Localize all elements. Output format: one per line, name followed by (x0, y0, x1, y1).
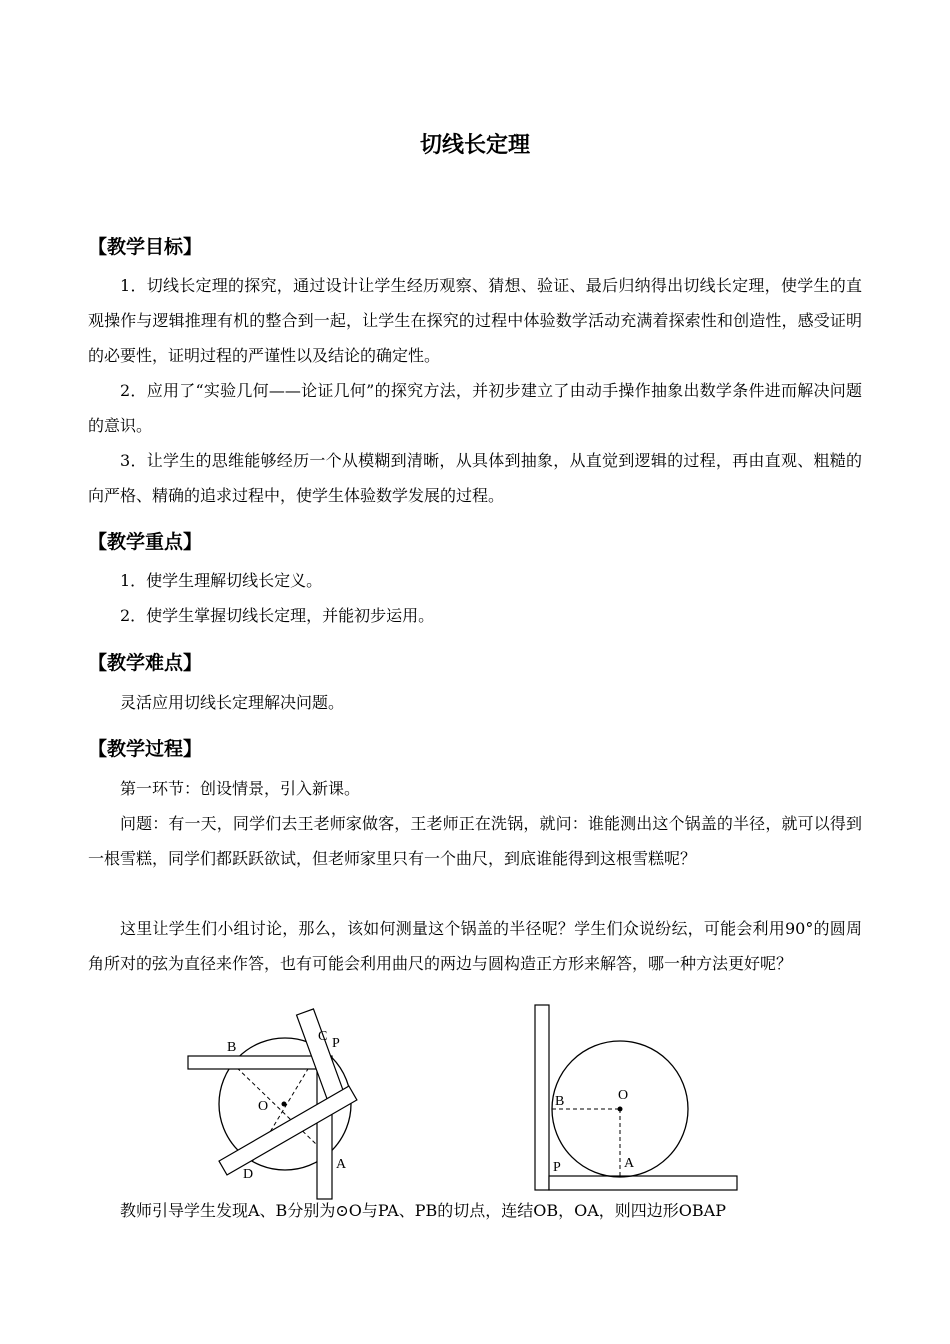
objective-item-1: 1．切线长定理的探究，通过设计让学生经历观察、猜想、验证、最后归纳得出切线长定理，使学生的直观操作与逻辑推理有机的整合到一起，让学生在探究的过程中体验数学活动充满着探索性和创造性，感受证明的必要性，证明过程的严谨性以及结论的确定性。 (88, 276, 862, 365)
center-dot-left (282, 1102, 287, 1107)
objective-item-2: 2．应用了“实验几何——论证几何”的探究方法，并初步建立了由动手操作抽象出数学条件进而解决问题的意识。 (88, 381, 862, 435)
ruler-horizontal-right (549, 1176, 737, 1190)
figure-left-diagram (170, 1000, 400, 1210)
label-B-right: B (555, 1094, 565, 1109)
process-discussion: 这里让学生们小组讨论，那么，该如何测量这个锅盖的半径呢？学生们众说纷纭，可能会利用90°的圆周角所对的弦为直径来作答，也有可能会利用曲尺的两边与圆构造正方形来解答，哪一种方法更好呢？ (88, 919, 862, 973)
label-P-left: P (332, 1036, 340, 1051)
key-points-heading: 【教学重点】 (88, 531, 203, 553)
difficulties-heading: 【教学难点】 (88, 652, 203, 674)
ruler-vertical-right (535, 1005, 549, 1190)
label-B-left: B (227, 1040, 237, 1055)
process-heading: 【教学过程】 (88, 738, 203, 760)
objectives-heading: 【教学目标】 (88, 236, 203, 258)
label-P-right: P (553, 1160, 561, 1175)
ruler-horizontal (188, 1056, 320, 1069)
process-question: 问题：有一天，同学们去王老师家做客，王老师正在洗锅，就问：谁能测出这个锅盖的半径，就可以得到一根雪糕，同学们都跃跃欲试，但老师家里只有一个曲尺，到底谁能得到这根雪糕呢？ (88, 814, 862, 868)
label-O-left: O (258, 1099, 269, 1114)
label-D-left: D (243, 1167, 254, 1182)
label-O-right: O (618, 1088, 629, 1103)
label-A-right: A (624, 1156, 635, 1171)
process-step1: 第一环节：创设情景，引入新课。 (120, 779, 361, 798)
figure-right-diagram (525, 995, 745, 1195)
center-dot-right (618, 1107, 623, 1112)
key-point-item-2: 2．使学生掌握切线长定理，并能初步运用。 (120, 606, 435, 625)
label-A-left: A (336, 1157, 347, 1172)
difficulty-item-1: 灵活应用切线长定理解决问题。 (120, 693, 345, 712)
label-C-left: C (318, 1029, 328, 1044)
key-point-item-1: 1．使学生理解切线长定义。 (120, 571, 323, 590)
objective-item-3: 3．让学生的思维能够经历一个从模糊到清晰，从具体到抽象，从直觉到逻辑的过程，再由直观、粗糙的向严格、精确的追求过程中，使学生体验数学发展的过程。 (88, 451, 862, 505)
process-guide: 教师引导学生发现A、B分别为⊙O与PA、PB的切点，连结OB，OA，则四边形OBAP (120, 1201, 726, 1220)
page-title: 切线长定理 (419, 133, 530, 158)
